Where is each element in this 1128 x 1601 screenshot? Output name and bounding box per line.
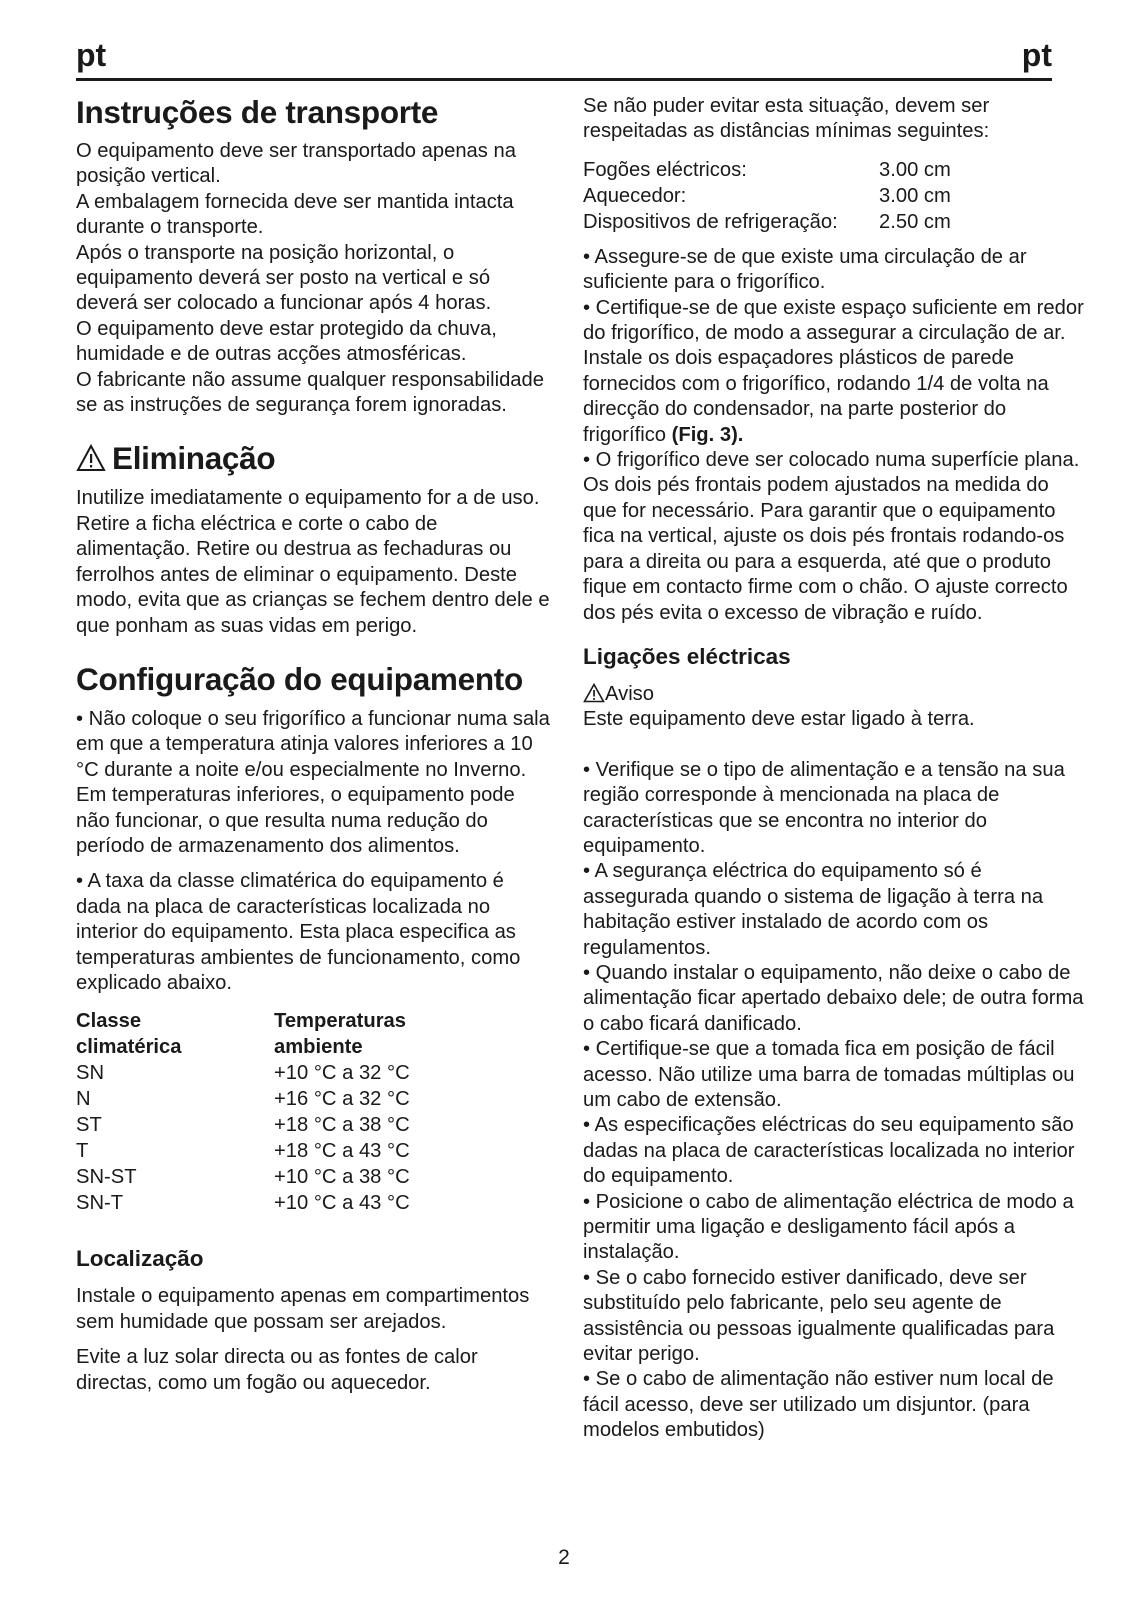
warning-line: [583, 682, 1085, 707]
table-cell-class: N: [76, 1088, 91, 1111]
table-cell-class: SN: [76, 1062, 105, 1085]
warning-triangle-icon: [583, 683, 605, 703]
transport-title: Instruções de transporte: [76, 94, 439, 130]
distance-label: Aquecedor:: [583, 184, 687, 207]
electrical-title: Ligações eléctricas: [583, 643, 791, 669]
table-cell-range: +18 °C a 43 °C: [274, 1140, 410, 1163]
climate-class-table: [76, 1008, 554, 1216]
warning-text: Este equipamento deve estar ligado à terra.: [583, 708, 975, 731]
location-paragraph-2: Evite a luz solar directa ou as fontes de calor directas, como um fogão ou aquecedor.: [76, 1346, 478, 1394]
table-cell-range: +16 °C a 32 °C: [274, 1088, 410, 1111]
table-cell-range: +10 °C a 38 °C: [274, 1166, 410, 1189]
distance-label: Fogões eléctricos:: [583, 158, 747, 181]
table-cell-range: +18 °C a 38 °C: [274, 1114, 410, 1137]
setup-title: Configuração do equipamento: [76, 660, 523, 697]
figure-reference: (Fig. 3).: [671, 423, 744, 446]
table-cell-class: ST: [76, 1114, 102, 1137]
page-header: [76, 36, 1052, 81]
setup-paragraph-1: • Não coloque o seu frigorífico a funcionar numa sala em que a temperatura atinja valores inferiores a 10 °C durante a noite e/ou especialmente no Inverno. Em temperaturas inferiores, o equipamento pode não funcionar, o que resulta numa redução do período de armazenamento dos alimentos.: [76, 707, 550, 857]
language-code-left: pt: [76, 37, 107, 73]
setup-paragraph-2: • A taxa da classe climatérica do equipamento é dada na placa de características localizada no interior do equipamento. Esta placa especifica as temperaturas ambientes de funcionamento, como explicado abaixo.: [76, 870, 521, 994]
table-cell-class: SN-ST: [76, 1166, 137, 1189]
table-cell-range: +10 °C a 32 °C: [274, 1062, 410, 1085]
levelling-text: • O frigorífico deve ser colocado numa superfície plana. Os dois pés frontais podem ajustados na medida do que for necessário. Para garantir que o equipamento fica na vertical, ajuste os dois pés frontais rodando-os para a direita ou para a esquerda, até que o produto fique em contacto firme com o chão. O ajuste correcto dos pés evita o excesso de vibração e ruído.: [583, 449, 1080, 624]
ventilation-text-main: • Assegure-se de que existe uma circulação de ar suficiente para o frigorífico. • Certifique-se de que existe espaço suficiente em redor do frigorífico, de modo a assegurar a circulação de ar. Instale os dois espaçadores plásticos de parede fornecidos com o frigorífico, rodando 1/4 de volta na direcção do condensador, na parte posterior do frigorífico: [583, 245, 1084, 446]
page-number: 2: [558, 1546, 570, 1569]
right-column: [583, 92, 1085, 1444]
minimum-distances-list: [583, 157, 1085, 235]
table-cell-range: +10 °C a 43 °C: [274, 1192, 410, 1215]
distance-label: Dispositivos de refrigeração:: [583, 210, 838, 233]
language-code-right: pt: [1021, 37, 1052, 73]
table-cell-class: SN-T: [76, 1192, 124, 1215]
disposal-title: Eliminação: [112, 440, 276, 477]
distance-value: 2.50 cm: [879, 210, 951, 233]
electrical-bullets: • Verifique se o tipo de alimentação e a tensão na sua região corresponde à mencionada na placa de características que se encontra no interior do equipamento. • A segurança eléctrica do equipamento só é assegurada quando o sistema de ligação à terra na habitação estiver instalado de acordo com os regulamentos. • Quando instalar o equipamento, não deixe o cabo de alimentação ficar apertado debaixo dele; de outra forma o cabo ficará danificado. • Certifique-se que a tomada fica em posição de fácil acesso. Não utilize uma barra de tomadas múltiplas ou um cabo de extensão. • As especificações eléctricas do seu equipamento são dadas na placa de características localizada no interior do equipamento. • Posicione o cabo de alimentação eléctrica de modo a permitir uma ligação e desligamento fácil após a instalação. • Se o cabo fornecido estiver danificado, deve ser substituído pelo fabricante, pelo seu agente de assistência ou pessoas igualmente qualificadas para evitar perigo. • Se o cabo de alimentação não estiver num local de fácil acesso, deve ser utilizado um disjuntor. (para modelos embutidos): [583, 758, 1084, 1442]
left-column: [76, 92, 554, 1396]
location-paragraph-1: Instale o equipamento apenas em compartimentos sem humidade que possam ser arejados.: [76, 1285, 530, 1333]
transport-text: O equipamento deve ser transportado apenas na posição vertical. A embalagem fornecida deve ser mantida intacta durante o transporte. Após o transporte na posição horizontal, o equipamento deverá ser posto na vertical e só deverá ser colocado a funcionar após 4 horas. O equipamento deve estar protegido da chuva, humidade e de outras acções atmosféricas. O fabricante não assume qualquer responsabilidade se as instruções de segurança forem ignoradas.: [76, 140, 544, 417]
warning-triangle-icon: [76, 444, 106, 472]
table-header-class: Classe climatérica: [76, 1010, 182, 1059]
location-title: Localização: [76, 1246, 204, 1272]
distance-value: 3.00 cm: [879, 184, 951, 207]
disposal-text: Inutilize imediatamente o equipamento for a de uso. Retire a ficha eléctrica e corte o cabo de alimentação. Retire ou destrua as fechaduras ou ferrolhos antes de eliminar o equipamento. Deste modo, evita que as crianças se fechem dentro dele e que ponham as suas vidas em perigo.: [76, 487, 550, 637]
warning-label: Aviso: [605, 682, 654, 705]
ventilation-text: [583, 245, 1085, 448]
distance-intro: Se não puder evitar esta situação, devem ser respeitadas as distâncias mínimas seguintes:: [583, 95, 990, 143]
table-header-temperature: Temperaturas ambiente: [274, 1010, 407, 1059]
disposal-heading: [76, 438, 554, 478]
distance-value: 3.00 cm: [879, 158, 951, 181]
table-cell-class: T: [76, 1140, 89, 1163]
